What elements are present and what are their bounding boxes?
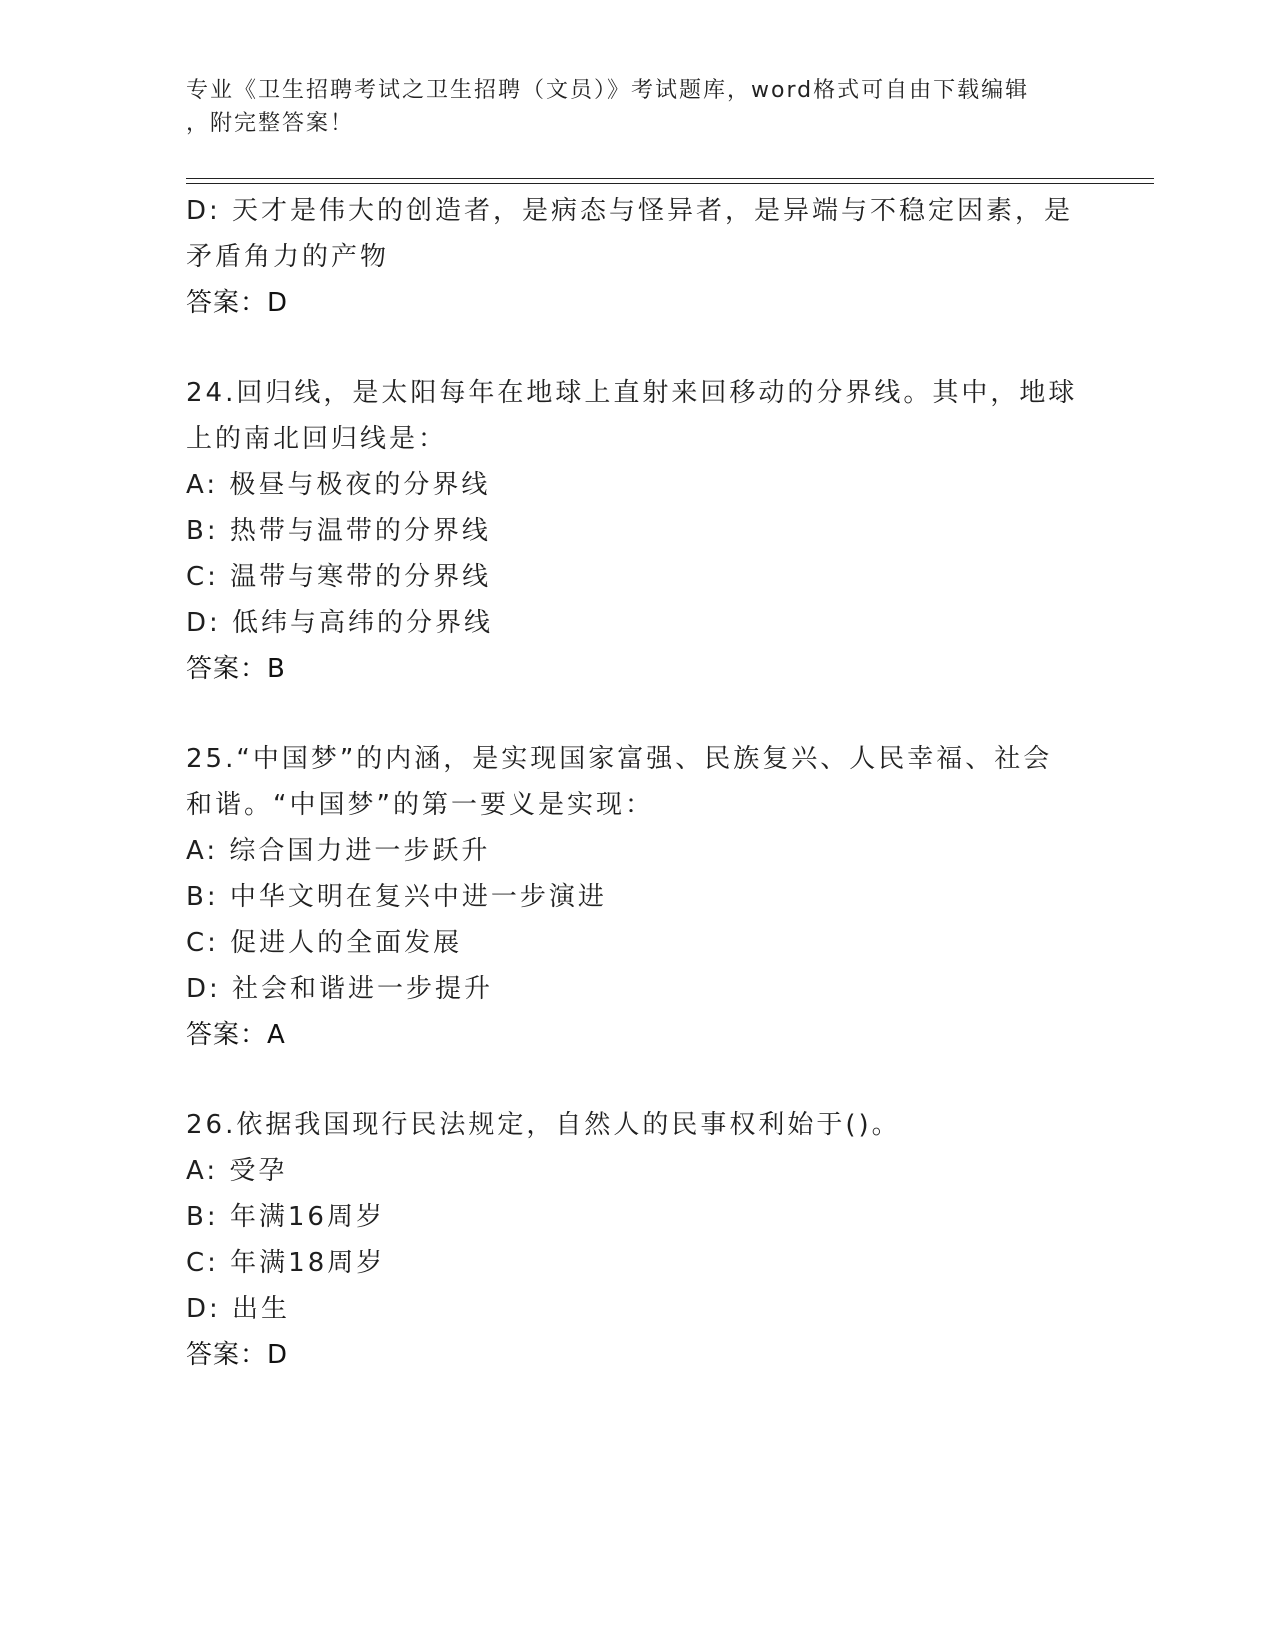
header-divider-bottom bbox=[186, 183, 1154, 184]
spacer bbox=[186, 1058, 1086, 1102]
answer-line: 答案：D bbox=[186, 1340, 289, 1370]
option-d: D: 社会和谐进一步提升 bbox=[186, 974, 494, 1004]
spacer bbox=[186, 692, 1086, 736]
option-a: A: 受孕 bbox=[186, 1156, 288, 1186]
option-c: C: 促进人的全面发展 bbox=[186, 928, 463, 958]
answer-line: 答案：B bbox=[186, 654, 286, 684]
option-d: D: 低纬与高纬的分界线 bbox=[186, 608, 494, 638]
option-a: A: 综合国力进一步跃升 bbox=[186, 836, 491, 866]
option-c: C: 年满18周岁 bbox=[186, 1248, 386, 1278]
option-d-continued: 矛盾角力的产物 bbox=[186, 242, 390, 272]
question-stem: 24.回归线，是太阳每年在地球上直射来回移动的分界线。其中，地球 bbox=[186, 378, 1078, 408]
page-header bbox=[186, 74, 1066, 140]
answer-line: 答案：A bbox=[186, 1020, 286, 1050]
previous-question-tail bbox=[186, 188, 1086, 326]
question-25 bbox=[186, 736, 1086, 1058]
question-stem: 26.依据我国现行民法规定，自然人的民事权利始于()。 bbox=[186, 1110, 901, 1140]
option-c: C: 温带与寒带的分界线 bbox=[186, 562, 492, 592]
question-24 bbox=[186, 370, 1086, 692]
option-d: D: 出生 bbox=[186, 1294, 291, 1324]
option-b: B: 中华文明在复兴中进一步演进 bbox=[186, 882, 607, 912]
option-b: B: 年满16周岁 bbox=[186, 1202, 385, 1232]
header-divider-top bbox=[186, 178, 1154, 179]
question-26 bbox=[186, 1102, 1086, 1378]
option-d: D: 天才是伟大的创造者，是病态与怪异者，是异端与不稳定因素，是 bbox=[186, 196, 1074, 226]
question-list bbox=[186, 188, 1086, 1378]
header-title-line2: ，附完整答案！ bbox=[186, 111, 355, 136]
question-stem-continued: 和谐。“中国梦”的第一要义是实现： bbox=[186, 790, 654, 820]
option-b: B: 热带与温带的分界线 bbox=[186, 516, 491, 546]
spacer bbox=[186, 326, 1086, 370]
answer-line: 答案：D bbox=[186, 288, 289, 318]
option-a: A: 极昼与极夜的分界线 bbox=[186, 470, 491, 500]
question-stem: 25.“中国梦”的内涵，是实现国家富强、民族复兴、人民幸福、社会 bbox=[186, 744, 1053, 774]
header-title-line1: 专业《卫生招聘考试之卫生招聘（文员）》考试题库，word格式可自由下载编辑 bbox=[186, 78, 1030, 103]
question-stem-continued: 上的南北回归线是： bbox=[186, 424, 448, 454]
